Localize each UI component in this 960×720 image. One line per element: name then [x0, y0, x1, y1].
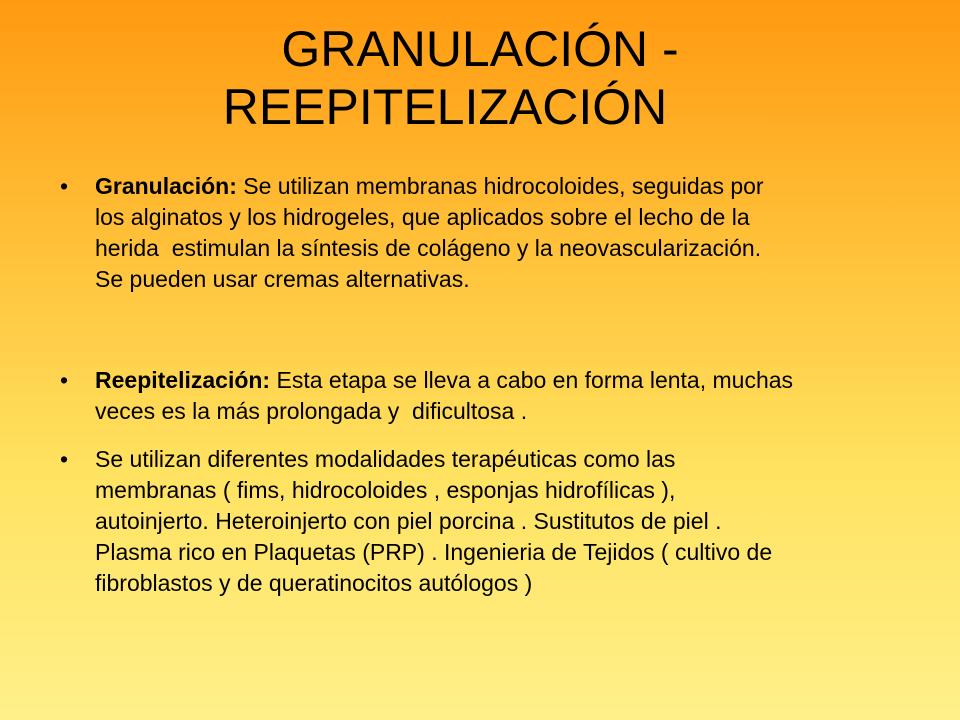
bullet-line: Se utilizan diferentes modalidades terapéuticas como las [95, 446, 676, 472]
slide-content [60, 171, 900, 599]
bullet-dot: • [60, 446, 69, 472]
bullet-reepitelizacion [60, 365, 900, 427]
bullet-granulacion [60, 171, 900, 295]
bullet-line [95, 365, 900, 396]
bullet-line: membranas ( fims, hidrocoloides , esponjas hidrofílicas ), [95, 477, 676, 503]
title-line-1: GRANULACIÓN - [281, 21, 679, 77]
bullet-line: los alginatos y los hidrogeles, que aplicados sobre el lecho de la [95, 204, 750, 230]
bullet-label: Reepitelización: [95, 367, 271, 393]
bullet-line [95, 171, 900, 202]
bullet-line: autoinjerto. Heteroinjerto con piel porcina . Sustitutos de piel . [95, 508, 722, 534]
bullet-dot: • [60, 367, 69, 393]
bullet-line: herida estimulan la síntesis de colágeno y la neovascularización. [95, 235, 762, 261]
bullet-modalidades [60, 444, 900, 599]
bullet-dot: • [60, 173, 69, 199]
bullet-text: Se utilizan membranas hidrocoloides, seguidas por [236, 173, 764, 199]
bullet-line: Plasma rico en Plaquetas (PRP) . Ingenieria de Tejidos ( cultivo de [95, 539, 773, 565]
bullet-text: Esta etapa se lleva a cabo en forma lenta, muchas [270, 367, 794, 393]
title-line-2: REEPITELIZACIÓN [222, 79, 668, 135]
bullet-line: veces es la más prolongada y dificultosa . [95, 398, 528, 424]
bullet-line: Se pueden usar cremas alternativas. [95, 266, 470, 292]
slide-title [150, 20, 810, 136]
bullet-label: Granulación: [95, 173, 237, 199]
bullet-line: fibroblastos y de queratinocitos autólogos ) [95, 570, 533, 596]
